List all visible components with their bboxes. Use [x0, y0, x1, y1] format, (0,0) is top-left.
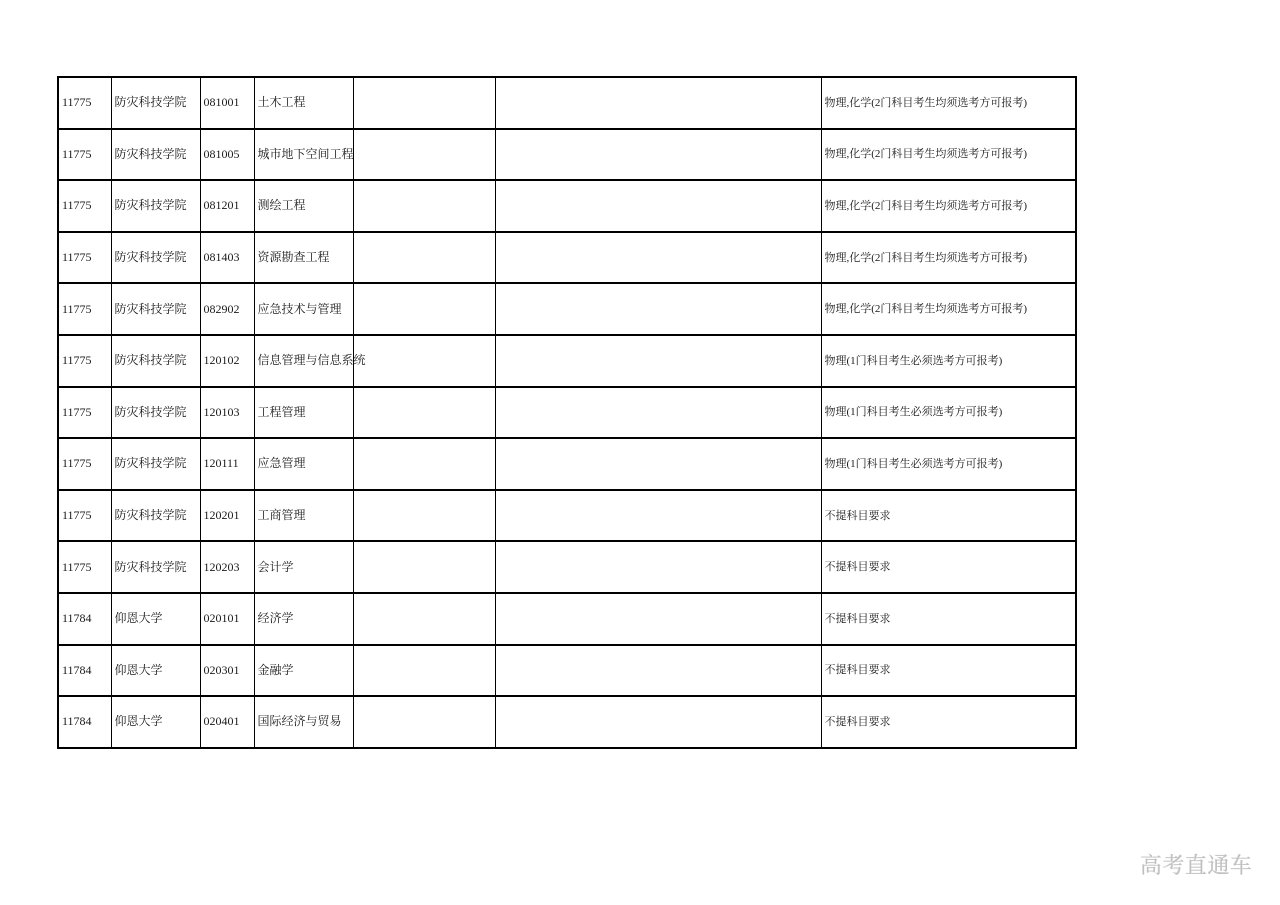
empty-cell-2	[495, 129, 821, 181]
gaokao-express-watermark: 高考直通车	[1140, 853, 1253, 878]
school-name-cell: 防灾科技学院	[111, 541, 200, 593]
school-code-cell: 11775	[58, 387, 111, 439]
major-name-cell: 经济学	[254, 593, 353, 645]
major-code-cell: 120111	[200, 438, 254, 490]
school-code-cell: 11784	[58, 696, 111, 748]
school-code-cell: 11784	[58, 645, 111, 697]
requirement-cell: 物理,化学(2门科目考生均须选考方可报考)	[821, 283, 1076, 335]
table-row	[58, 387, 1076, 439]
school-code-cell: 11775	[58, 129, 111, 181]
school-name-cell: 仰恩大学	[111, 645, 200, 697]
requirement-cell: 物理(1门科目考生必须选考方可报考)	[821, 438, 1076, 490]
major-code-cell: 120203	[200, 541, 254, 593]
empty-cell-1	[353, 387, 495, 439]
major-code-cell: 120201	[200, 490, 254, 542]
empty-cell-1	[353, 645, 495, 697]
empty-cell-2	[495, 438, 821, 490]
school-name-cell: 防灾科技学院	[111, 438, 200, 490]
empty-cell-2	[495, 335, 821, 387]
empty-cell-1	[353, 77, 495, 129]
empty-cell-2	[495, 696, 821, 748]
school-code-cell: 11775	[58, 490, 111, 542]
table-row	[58, 696, 1076, 748]
major-code-cell: 120103	[200, 387, 254, 439]
table-row	[58, 438, 1076, 490]
table-row	[58, 232, 1076, 284]
school-code-cell: 11775	[58, 77, 111, 129]
empty-cell-1	[353, 696, 495, 748]
subject-requirements-table	[57, 76, 1077, 749]
major-name-cell: 金融学	[254, 645, 353, 697]
empty-cell-2	[495, 180, 821, 232]
requirement-cell: 不提科目要求	[821, 696, 1076, 748]
requirement-cell: 不提科目要求	[821, 645, 1076, 697]
table-row	[58, 490, 1076, 542]
major-code-cell: 120102	[200, 335, 254, 387]
school-name-cell: 防灾科技学院	[111, 232, 200, 284]
requirement-cell: 物理,化学(2门科目考生均须选考方可报考)	[821, 232, 1076, 284]
table-row	[58, 180, 1076, 232]
major-code-cell: 081001	[200, 77, 254, 129]
requirement-cell: 物理(1门科目考生必须选考方可报考)	[821, 387, 1076, 439]
empty-cell-1	[353, 180, 495, 232]
empty-cell-1	[353, 490, 495, 542]
requirement-cell: 不提科目要求	[821, 541, 1076, 593]
table-row	[58, 129, 1076, 181]
school-name-cell: 防灾科技学院	[111, 283, 200, 335]
table-row	[58, 541, 1076, 593]
empty-cell-1	[353, 335, 495, 387]
empty-cell-2	[495, 232, 821, 284]
table-row	[58, 645, 1076, 697]
empty-cell-1	[353, 438, 495, 490]
table-row	[58, 335, 1076, 387]
requirement-cell: 物理,化学(2门科目考生均须选考方可报考)	[821, 77, 1076, 129]
requirement-cell: 不提科目要求	[821, 593, 1076, 645]
major-name-cell: 测绘工程	[254, 180, 353, 232]
empty-cell-1	[353, 129, 495, 181]
requirement-cell: 物理,化学(2门科目考生均须选考方可报考)	[821, 180, 1076, 232]
empty-cell-2	[495, 541, 821, 593]
table-row	[58, 283, 1076, 335]
empty-cell-1	[353, 593, 495, 645]
empty-cell-2	[495, 490, 821, 542]
empty-cell-2	[495, 77, 821, 129]
major-code-cell: 020401	[200, 696, 254, 748]
empty-cell-2	[495, 283, 821, 335]
major-code-cell: 020101	[200, 593, 254, 645]
empty-cell-1	[353, 232, 495, 284]
empty-cell-1	[353, 283, 495, 335]
school-code-cell: 11784	[58, 593, 111, 645]
major-name-cell: 应急管理	[254, 438, 353, 490]
major-name-cell: 国际经济与贸易	[254, 696, 353, 748]
empty-cell-2	[495, 645, 821, 697]
major-name-cell: 资源勘查工程	[254, 232, 353, 284]
requirement-cell: 物理,化学(2门科目考生均须选考方可报考)	[821, 129, 1076, 181]
major-name-cell: 工商管理	[254, 490, 353, 542]
school-name-cell: 仰恩大学	[111, 593, 200, 645]
major-name-cell: 工程管理	[254, 387, 353, 439]
empty-cell-1	[353, 541, 495, 593]
school-code-cell: 11775	[58, 438, 111, 490]
school-name-cell: 防灾科技学院	[111, 129, 200, 181]
table-row	[58, 593, 1076, 645]
major-code-cell: 081201	[200, 180, 254, 232]
requirement-cell: 不提科目要求	[821, 490, 1076, 542]
requirement-cell: 物理(1门科目考生必须选考方可报考)	[821, 335, 1076, 387]
major-name-cell: 会计学	[254, 541, 353, 593]
school-code-cell: 11775	[58, 541, 111, 593]
major-code-cell: 020301	[200, 645, 254, 697]
empty-cell-2	[495, 387, 821, 439]
subject-requirements-table-container	[57, 76, 1077, 749]
school-code-cell: 11775	[58, 232, 111, 284]
school-name-cell: 防灾科技学院	[111, 387, 200, 439]
major-code-cell: 081403	[200, 232, 254, 284]
school-code-cell: 11775	[58, 335, 111, 387]
major-name-cell: 土木工程	[254, 77, 353, 129]
major-name-cell: 信息管理与信息系统	[254, 335, 353, 387]
school-name-cell: 防灾科技学院	[111, 77, 200, 129]
major-name-cell: 城市地下空间工程	[254, 129, 353, 181]
table-row	[58, 77, 1076, 129]
major-code-cell: 082902	[200, 283, 254, 335]
school-name-cell: 防灾科技学院	[111, 490, 200, 542]
major-name-cell: 应急技术与管理	[254, 283, 353, 335]
school-name-cell: 仰恩大学	[111, 696, 200, 748]
major-code-cell: 081005	[200, 129, 254, 181]
school-name-cell: 防灾科技学院	[111, 335, 200, 387]
school-code-cell: 11775	[58, 180, 111, 232]
school-code-cell: 11775	[58, 283, 111, 335]
empty-cell-2	[495, 593, 821, 645]
school-name-cell: 防灾科技学院	[111, 180, 200, 232]
